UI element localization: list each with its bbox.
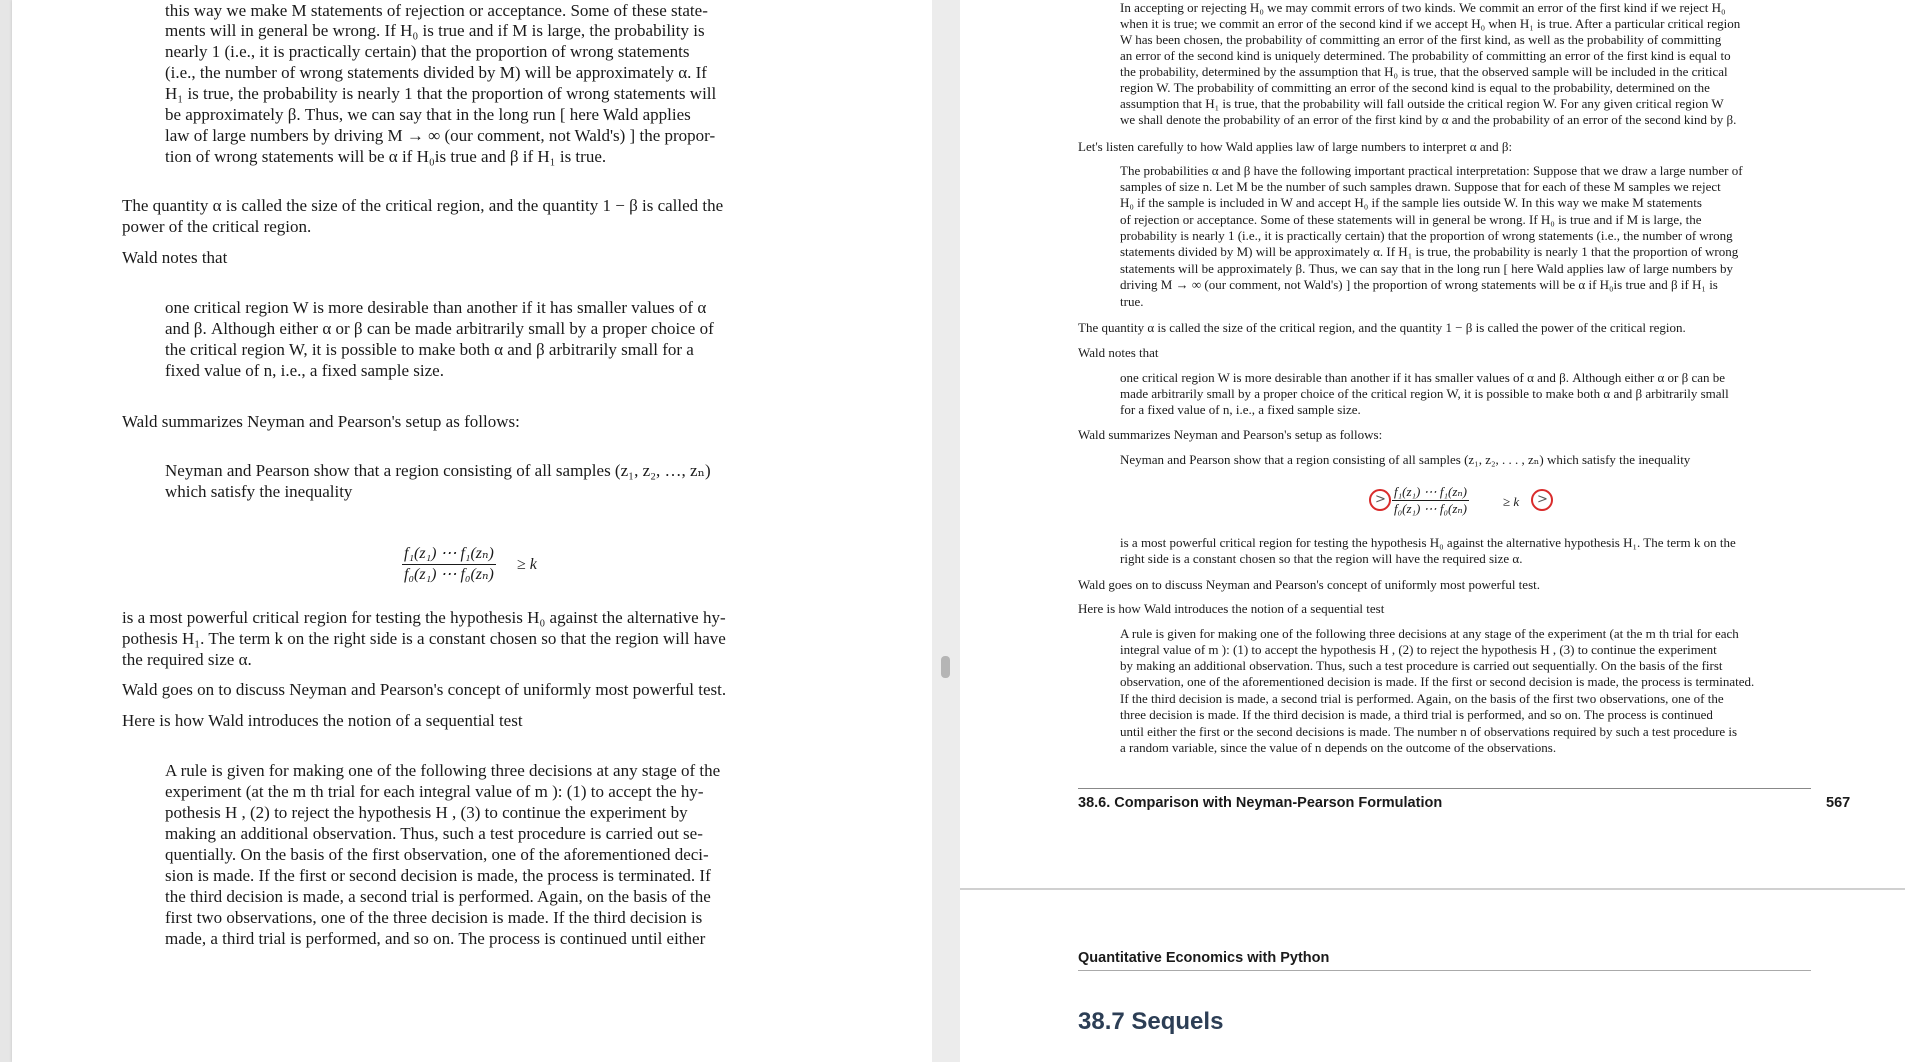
text-line: assumption that H₁ is true, that the probability will fall outside the critical region W. For any given critical region W <box>1120 96 1724 111</box>
text-line: tion of wrong statements will be α if H₀is true and β if H₁ is true. <box>165 147 607 166</box>
splitter-handle[interactable] <box>941 656 950 678</box>
text-line: for a fixed value of n, i.e., a fixed sample size. <box>1120 402 1361 417</box>
inequality-rhs: ≥ k <box>1503 494 1520 509</box>
text-line: is a most powerful critical region for testing the hypothesis H₀ against the alternative hy- <box>122 608 726 627</box>
text-line: the critical region W, it is possible to make both α and β arbitrarily small for a <box>165 340 694 359</box>
text-line: by making an additional observation. Thus, such a test procedure is carried out sequentially. On the basis of the first <box>1120 658 1723 673</box>
text-line: one critical region W is more desirable than another if it has smaller values of α <box>165 298 707 317</box>
annotation-marker-right[interactable] <box>1531 489 1553 511</box>
text-line: the third decision is made, a second trial is performed. Again, on the basis of the <box>165 887 711 906</box>
text-line: driving M → ∞ (our comment, not Wald's) ] the proportion of wrong statements will be α if H₀is true and β if H₁ is <box>1120 277 1718 292</box>
text-line: this way we make M statements of rejection or acceptance. Some of these state- <box>165 1 708 20</box>
text-line: we shall denote the probability of an error of the first kind by α and the probability of an error of the second kind by β. <box>1120 112 1737 127</box>
text-line: law of large numbers by driving M → ∞ (our comment, not Wald's) ] the propor- <box>165 126 716 145</box>
text-line: H₀ if the sample is included in W and accept H₀ if the sample lies outside W. In this way we make M statements <box>1120 195 1702 210</box>
text-line: W has been chosen, the probability of committing an error of the first kind, as well as the probability of committing <box>1120 32 1722 47</box>
text-line: right side is a constant chosen so that the region will have the required size α. <box>1120 551 1523 566</box>
text-line: of rejection or acceptance. Some of these statements will in general be wrong. If H₀ is true and if M is large, the <box>1120 212 1702 227</box>
marker-arrow-icon: > <box>1375 492 1386 507</box>
text-line: In accepting or rejecting H₀ we may commit errors of two kinds. We commit an error of the first kind if we reject H₀ <box>1120 0 1726 15</box>
text-line: true. <box>1120 294 1144 309</box>
quote-line: Neyman and Pearson show that a region consisting of all samples (z₁, z₂, . . . , zₙ) which satisfy the inequality <box>1120 452 1691 467</box>
text-line: Neyman and Pearson show that a region consisting of all samples (z₁, z₂, …, zₙ) <box>165 461 711 480</box>
page-footer-section: 38.6. Comparison with Neyman-Pearson Formulation <box>1078 795 1443 811</box>
text-line: one critical region W is more desirable than another if it has smaller values of α and β. Although either α or β can be <box>1120 370 1726 385</box>
text-line: fixed value of n, i.e., a fixed sample size. <box>165 361 444 380</box>
text-line: (i.e., the number of wrong statements divided by M) will be approximately α. If <box>165 63 707 82</box>
text-line: statements divided by M) will be approximately α. If H₁ is true, the probability is nearly 1 that the proportion of wrong <box>1120 244 1739 259</box>
likelihood-ratio-fraction <box>402 544 496 585</box>
marker-arrow-icon: > <box>1537 492 1548 507</box>
text-line: ments will in general be wrong. If H₀ is true and if M is large, the probability is <box>165 21 705 40</box>
paragraph: Wald goes on to discuss Neyman and Pearson's concept of uniformly most powerful test. <box>1078 577 1540 592</box>
paragraph: Let's listen carefully to how Wald applies law of large numbers to interpret α and β: <box>1078 139 1513 154</box>
likelihood-ratio-fraction <box>1392 484 1469 517</box>
fraction-denominator: f₀(z₁) ⋯ f₀(zₙ) <box>1394 501 1467 516</box>
text-line: power of the critical region. <box>122 217 312 236</box>
paragraph: Wald notes that <box>1078 345 1159 360</box>
text-line: statements will be approximately β. Thus, we can say that in the long run [ here Wald applies law of large numbers by <box>1120 261 1734 276</box>
text-line: If the third decision is made, a second trial is performed. Again, on the basis of the first two observations, one of the <box>1120 691 1724 706</box>
header-rule <box>1078 970 1811 971</box>
text-line: region W. The probability of committing an error of the second kind is equal to the probability, determined on the <box>1120 80 1710 95</box>
text-line: observation, one of the aforementioned decision is made. If the first or second decision is made, the process is terminated. <box>1120 674 1755 689</box>
text-line: made arbitrarily small by a proper choice of the critical region W, it is possible to make both α and β arbitrarily small <box>1120 386 1729 401</box>
pane-splitter[interactable] <box>932 0 960 1062</box>
section-heading: 38.7 Sequels <box>1078 1008 1224 1035</box>
text-line: first two observations, one of the three decision is made. If the third decision is <box>165 908 703 927</box>
paragraph: Wald summarizes Neyman and Pearson's setup as follows: <box>1078 427 1383 442</box>
text-line: pothesis H₁. The term k on the right side is a constant chosen so that the region will have <box>122 629 726 648</box>
text-line: The probabilities α and β have the following important practical interpretation: Suppose that we draw a large number of <box>1120 163 1743 178</box>
text-line: the probability, determined by the assumption that H₀ is true, that the observed sample will be included in the critical <box>1120 64 1728 79</box>
text-line: pothesis H , (2) to reject the hypothesis H , (3) to continue the experiment by <box>165 803 688 822</box>
text-line: an error of the second kind is uniquely determined. The probability of committing an error of the first kind is equal to <box>1120 48 1731 63</box>
book-title: Quantitative Economics with Python <box>1078 950 1330 966</box>
text-line: H₁ is true, the probability is nearly 1 that the proportion of wrong statements will <box>165 84 717 103</box>
paragraph: Wald goes on to discuss Neyman and Pearson's concept of uniformly most powerful test. <box>122 680 727 699</box>
text-line: The quantity α is called the size of the critical region, and the quantity 1 − β is called the <box>122 196 724 215</box>
text-line: A rule is given for making one of the following three decisions at any stage of the <box>165 761 721 780</box>
text-line: when it is true; we commit an error of the second kind if we accept H₀ when H₁ is true. After a particular critical region <box>1120 16 1741 31</box>
text-line: made, a third trial is performed, and so on. The process is continued until either <box>165 929 706 948</box>
page-number: 567 <box>1826 795 1851 811</box>
text-line: be approximately β. Thus, we can say that in the long run [ here Wald applies <box>165 105 691 124</box>
annotation-marker-left[interactable] <box>1369 489 1391 511</box>
paragraph: Here is how Wald introduces the notion of a sequential test <box>1078 601 1385 616</box>
page-break-rule <box>960 888 1905 890</box>
paragraph: The quantity α is called the size of the critical region, and the quantity 1 − β is called the power of the critical region. <box>1078 320 1686 335</box>
text-line: samples of size n. Let M be the number of such samples drawn. Suppose that for each of these M samples we reject <box>1120 179 1721 194</box>
text-line: integral value of m ): (1) to accept the hypothesis H , (2) to reject the hypothesis H , (3) to continue the experiment <box>1120 642 1717 657</box>
paragraph: Wald summarizes Neyman and Pearson's setup as follows: <box>122 412 520 431</box>
text-line: nearly 1 (i.e., it is practically certain) that the proportion of wrong statements <box>165 42 690 61</box>
text-line: experiment (at the m th trial for each integral value of m ): (1) to accept the hy- <box>165 782 704 801</box>
paragraph: Wald notes that <box>122 248 228 267</box>
left-document-pane[interactable] <box>12 0 933 1062</box>
text-line: which satisfy the inequality <box>165 482 353 501</box>
text-line: sion is made. If the first or second decision is made, the process is terminated. If <box>165 866 711 885</box>
text-line: making an additional observation. Thus, such a test procedure is carried out se- <box>165 824 703 843</box>
text-line: quentially. On the basis of the first observation, one of the aforementioned deci- <box>165 845 709 864</box>
text-line: the required size α. <box>122 650 252 669</box>
fraction-numerator: f₁(z₁) ⋯ f₁(zₙ) <box>402 544 496 565</box>
inequality-rhs: ≥ k <box>517 556 537 573</box>
text-line: is a most powerful critical region for testing the hypothesis H₀ against the alternative hypothesis H₁. The term k on the <box>1120 535 1736 550</box>
text-line: until either the first or the second decisions is made. The number n of observations required by such a test procedure is <box>1120 724 1738 739</box>
paragraph: Here is how Wald introduces the notion of a sequential test <box>122 711 523 730</box>
text-line: three decision is made. If the third decision is made, a third trial is performed, and so on. The process is continued <box>1120 707 1713 722</box>
footer-rule <box>1078 788 1811 789</box>
text-line: probability is nearly 1 (i.e., it is practically certain) that the proportion of wrong statements (i.e., the number of wrong <box>1120 228 1733 243</box>
fraction-numerator: f₁(z₁) ⋯ f₁(zₙ) <box>1394 484 1467 499</box>
text-line: A rule is given for making one of the following three decisions at any stage of the experiment (at the m th trial for each <box>1120 626 1739 641</box>
text-line: and β. Although either α or β can be made arbitrarily small by a proper choice of <box>165 319 714 338</box>
fraction-denominator: f₀(z₁) ⋯ f₀(zₙ) <box>404 566 494 583</box>
text-line: a random variable, since the value of n depends on the outcome of the observations. <box>1120 740 1557 755</box>
right-document-pane[interactable] <box>960 0 1905 1062</box>
